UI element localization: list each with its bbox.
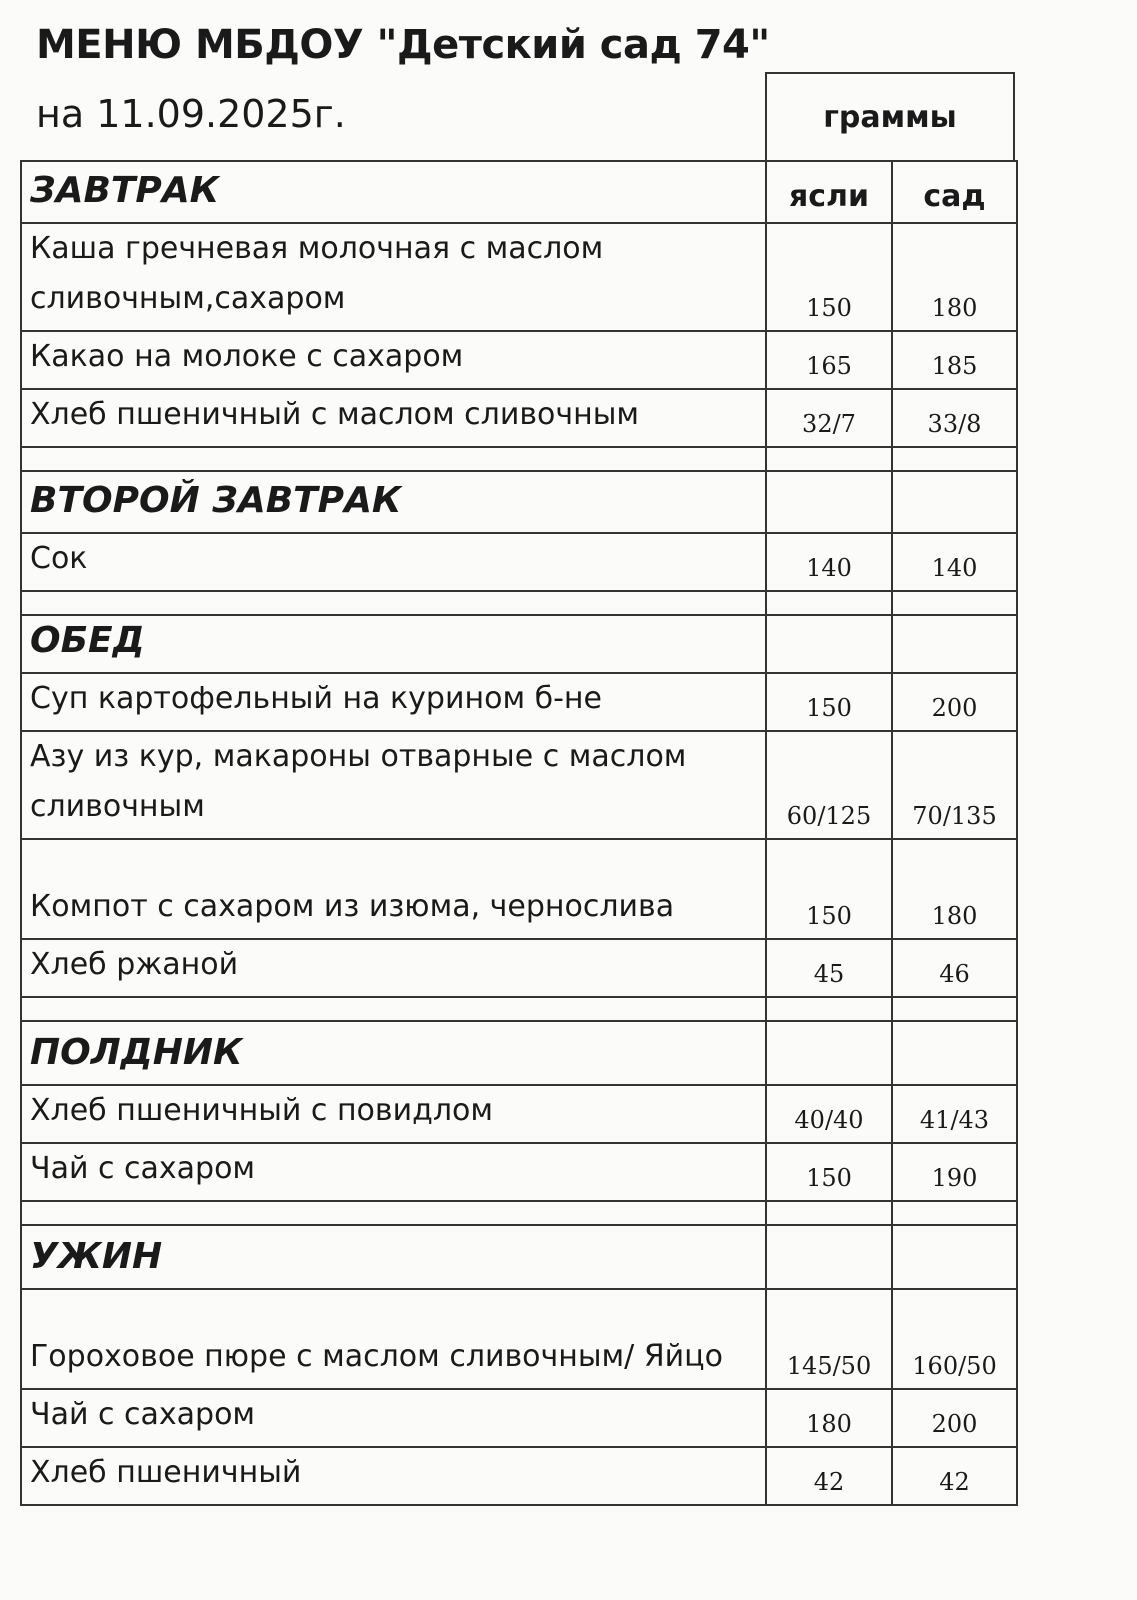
section-row xyxy=(21,471,1017,533)
nursery-grams: 150 xyxy=(766,839,892,939)
dish-name: Хлеб ржаной xyxy=(21,939,766,997)
nursery-grams: 165 xyxy=(766,331,892,389)
nursery-grams: 32/7 xyxy=(766,389,892,447)
section-row xyxy=(21,1225,1017,1289)
garden-grams: 160/50 xyxy=(892,1289,1017,1389)
dish-name: Сок xyxy=(21,533,766,591)
table-row xyxy=(21,533,1017,591)
menu-table xyxy=(20,160,1018,1506)
nursery-grams: 180 xyxy=(766,1389,892,1447)
col-nursery: ясли xyxy=(766,161,892,223)
nursery-grams: 150 xyxy=(766,223,892,331)
garden-grams: 200 xyxy=(892,673,1017,731)
table-row xyxy=(21,839,1017,939)
nursery-grams: 60/125 xyxy=(766,731,892,839)
section-row xyxy=(21,615,1017,673)
spacer-row xyxy=(21,447,1017,471)
section-title: ВТОРОЙ ЗАВТРАК xyxy=(21,471,766,533)
garden-grams: 46 xyxy=(892,939,1017,997)
table-row xyxy=(21,673,1017,731)
garden-grams: 200 xyxy=(892,1389,1017,1447)
table-row xyxy=(21,331,1017,389)
dish-name: Суп картофельный на курином б-не xyxy=(21,673,766,731)
garden-grams: 180 xyxy=(892,839,1017,939)
dish-name: Чай с сахаром xyxy=(21,1389,766,1447)
section-title: ПОЛДНИК xyxy=(21,1021,766,1085)
dish-name: Азу из кур, макароны отварные с маслом сливочным xyxy=(21,731,766,839)
dish-name: Компот с сахаром из изюма, чернослива xyxy=(21,839,766,939)
table-row xyxy=(21,1143,1017,1201)
spacer-row xyxy=(21,1201,1017,1225)
table-row xyxy=(21,1447,1017,1505)
nursery-grams: 145/50 xyxy=(766,1289,892,1389)
spacer-row xyxy=(21,591,1017,615)
table-row xyxy=(21,1085,1017,1143)
dish-name: Чай с сахаром xyxy=(21,1143,766,1201)
table-row xyxy=(21,223,1017,331)
dish-name: Какао на молоке с сахаром xyxy=(21,331,766,389)
dish-name: Каша гречневая молочная с маслом сливочным,сахаром xyxy=(21,223,766,331)
dish-name: Хлеб пшеничный с повидлом xyxy=(21,1085,766,1143)
table-row xyxy=(21,731,1017,839)
nursery-grams: 150 xyxy=(766,673,892,731)
section-row xyxy=(21,1021,1017,1085)
garden-grams: 42 xyxy=(892,1447,1017,1505)
section-title: УЖИН xyxy=(21,1225,766,1289)
garden-grams: 180 xyxy=(892,223,1017,331)
garden-grams: 41/43 xyxy=(892,1085,1017,1143)
table-row xyxy=(21,939,1017,997)
spacer-row xyxy=(21,997,1017,1021)
nursery-grams: 150 xyxy=(766,1143,892,1201)
dish-name: Хлеб пшеничный с маслом сливочным xyxy=(21,389,766,447)
garden-grams: 70/135 xyxy=(892,731,1017,839)
section-row xyxy=(21,161,1017,223)
nursery-grams: 140 xyxy=(766,533,892,591)
table-row xyxy=(21,1389,1017,1447)
table-row xyxy=(21,389,1017,447)
page-title: МЕНЮ МБДОУ "Детский сад 74" xyxy=(36,22,770,68)
garden-grams: 185 xyxy=(892,331,1017,389)
garden-grams: 190 xyxy=(892,1143,1017,1201)
table-row xyxy=(21,1289,1017,1389)
dish-name: Гороховое пюре с маслом сливочным/ Яйцо xyxy=(21,1289,766,1389)
col-garden: сад xyxy=(892,161,1017,223)
dish-name: Хлеб пшеничный xyxy=(21,1447,766,1505)
nursery-grams: 42 xyxy=(766,1447,892,1505)
nursery-grams: 40/40 xyxy=(766,1085,892,1143)
section-title: ЗАВТРАК xyxy=(21,161,766,223)
nursery-grams: 45 xyxy=(766,939,892,997)
garden-grams: 33/8 xyxy=(892,389,1017,447)
section-title: ОБЕД xyxy=(21,615,766,673)
grams-header: граммы xyxy=(765,72,1015,160)
garden-grams: 140 xyxy=(892,533,1017,591)
menu-date: на 11.09.2025г. xyxy=(36,92,346,136)
